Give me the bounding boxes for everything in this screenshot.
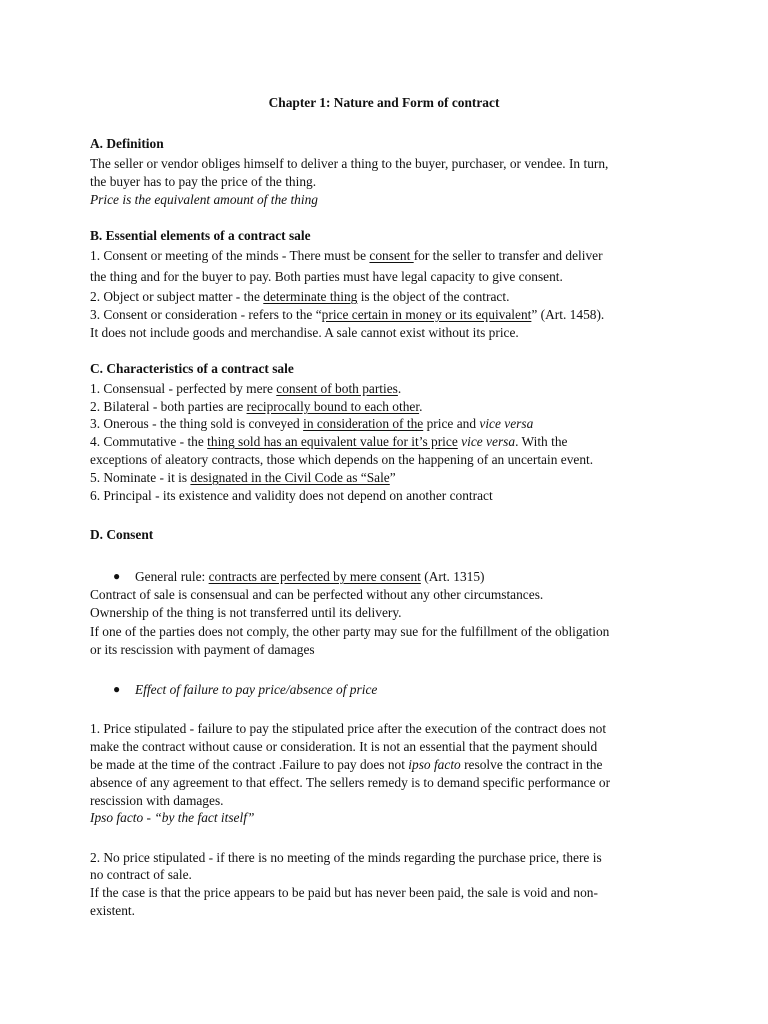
section-d-line-2: Ownership of the thing is not transferred until its delivery.: [90, 605, 402, 620]
page-title: Chapter 1: Nature and Form of contract: [268, 95, 500, 110]
section-c-line-7: 6. Principal - its existence and validity does not depend on another contract: [90, 488, 493, 503]
bullet-icon: ●: [113, 569, 121, 583]
no-price-line-2: no contract of sale.: [90, 867, 192, 882]
section-a-heading: A. Definition: [90, 136, 164, 151]
section-b-line-4: 3. Consent or consideration - refers to the “price certain in money or its equivalent” (Art. 1458).: [90, 307, 605, 322]
no-price-line-3: If the case is that the price appears to be paid but has never been paid, the sale is void and non-: [90, 885, 598, 900]
section-c-line-5: exceptions of aleatory contracts, those which depends on the happening of an uncertain event.: [90, 452, 594, 467]
price-stipulated-line-3: be made at the time of the contract .Failure to pay does not ipso facto resolve the contract in the: [90, 757, 603, 772]
section-b-line-3: 2. Object or subject matter - the determinate thing is the object of the contract.: [90, 289, 510, 304]
price-stipulated-line-5: rescission with damages.: [90, 793, 224, 808]
section-d-line-4: or its rescission with payment of damages: [90, 642, 315, 657]
ipso-facto-definition: Ipso facto - “by the fact itself”: [90, 810, 255, 825]
section-b-line-5: It does not include goods and merchandise. A sale cannot exist without its price.: [90, 325, 519, 340]
section-d-line-3: If one of the parties does not comply, the other party may sue for the fulfillment of the obligation: [90, 624, 610, 639]
section-c-line-1: 1. Consensual - perfected by mere consent of both parties.: [90, 381, 402, 396]
section-b-line-1: 1. Consent or meeting of the minds - There must be consent for the seller to transfer and deliver: [90, 248, 603, 263]
section-a-line-3: Price is the equivalent amount of the thing: [90, 192, 318, 207]
no-price-line-4: existent.: [90, 903, 135, 918]
section-c-line-6: 5. Nominate - it is designated in the Civil Code as “Sale”: [90, 470, 396, 485]
section-a-line-2: the buyer has to pay the price of the thing.: [90, 174, 317, 189]
effect-of-failure-bullet: Effect of failure to pay price/absence of price: [135, 682, 378, 697]
section-d-heading: D. Consent: [90, 527, 154, 542]
general-rule-bullet: General rule: contracts are perfected by mere consent (Art. 1315): [135, 569, 485, 584]
section-c-line-2: 2. Bilateral - both parties are reciprocally bound to each other.: [90, 399, 423, 414]
price-stipulated-line-4: absence of any agreement to that effect. The sellers remedy is to demand specific performance or: [90, 775, 611, 790]
section-a-line-1: The seller or vendor obliges himself to deliver a thing to the buyer, purchaser, or vendee. In turn,: [90, 156, 609, 171]
section-b-heading: B. Essential elements of a contract sale: [90, 228, 311, 243]
section-c-heading: C. Characteristics of a contract sale: [90, 361, 294, 376]
section-c-line-3: 3. Onerous - the thing sold is conveyed in consideration of the price and vice versa: [90, 416, 534, 431]
bullet-icon: ●: [113, 682, 121, 696]
price-stipulated-line-1: 1. Price stipulated - failure to pay the stipulated price after the execution of the contract does not: [90, 721, 607, 736]
section-c-line-4: 4. Commutative - the thing sold has an equivalent value for it’s price vice versa. With the: [90, 434, 568, 449]
price-stipulated-line-2: make the contract without cause or consideration. It is not an essential that the payment should: [90, 739, 598, 754]
section-d-line-1: Contract of sale is consensual and can be perfected without any other circumstances.: [90, 587, 544, 602]
no-price-line-1: 2. No price stipulated - if there is no meeting of the minds regarding the purchase price, there is: [90, 850, 602, 865]
section-b-line-2: the thing and for the buyer to pay. Both parties must have legal capacity to give consent.: [90, 269, 563, 284]
